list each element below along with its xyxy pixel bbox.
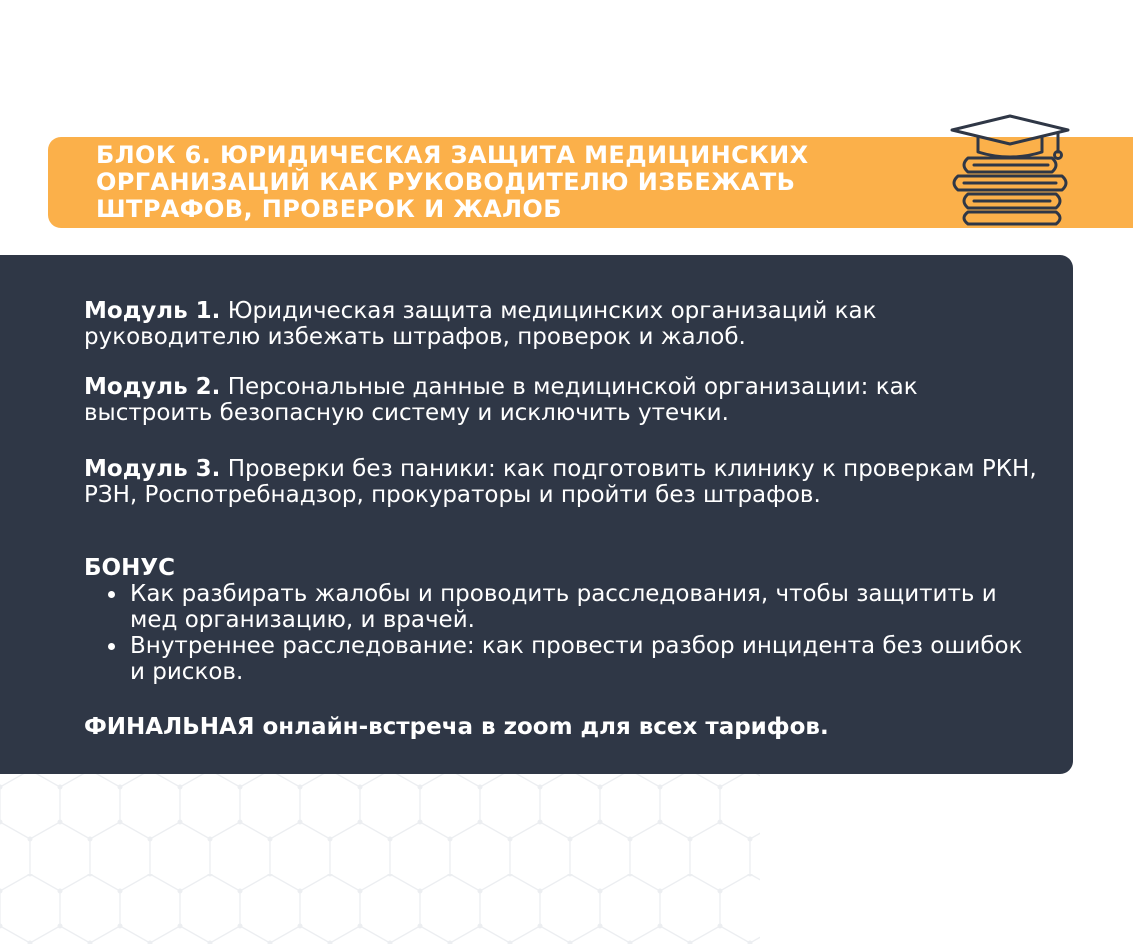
content-panel xyxy=(0,255,1073,774)
module-2-text: Персональные данные в медицинской организации: как выстроить безопасную систему и исключить утечки. xyxy=(84,374,918,426)
block-title: БЛОК 6. ЮРИДИЧЕСКАЯ ЗАЩИТА МЕДИЦИНСКИХ ОРГАНИЗАЦИЙ КАК РУКОВОДИТЕЛЮ ИЗБЕЖАТЬ ШТРАФОВ, ПРОВЕРОК И ЖАЛОБ xyxy=(96,141,809,223)
module-1-text: Юридическая защита медицинских организаций как руководителю избежать штрафов, проверок и жалоб. xyxy=(84,298,877,350)
bonus-item-text: Как разбирать жалобы и проводить расследования, чтобы защитить и мед организацию, и врачей. xyxy=(130,581,997,633)
bonus-section xyxy=(84,555,1044,685)
books-graduation-cap-icon xyxy=(944,112,1076,228)
hexagon-background-pattern xyxy=(0,770,760,944)
module-3-text: Проверки без паники: как подготовить клинику к проверкам РКН, РЗН, Роспотребнадзор, прокураторы и пройти без штрафов. xyxy=(84,456,1037,508)
bullet-icon xyxy=(108,643,115,650)
final-note: ФИНАЛЬНАЯ онлайн-встреча в zoom для всех тарифов. xyxy=(84,714,829,740)
module-3 xyxy=(84,456,1044,508)
bonus-item-text: Внутреннее расследование: как провести разбор инцидента без ошибок и рисков. xyxy=(130,633,1023,685)
bonus-item xyxy=(84,581,1044,633)
module-2-label: Модуль 2. xyxy=(84,374,221,400)
bonus-title: БОНУС xyxy=(84,555,175,581)
bonus-list xyxy=(84,581,1044,685)
bullet-icon xyxy=(108,591,115,598)
module-2 xyxy=(84,374,1044,426)
module-1 xyxy=(84,298,1044,350)
module-3-label: Модуль 3. xyxy=(84,456,221,482)
module-1-label: Модуль 1. xyxy=(84,298,221,324)
bonus-item xyxy=(84,633,1044,685)
